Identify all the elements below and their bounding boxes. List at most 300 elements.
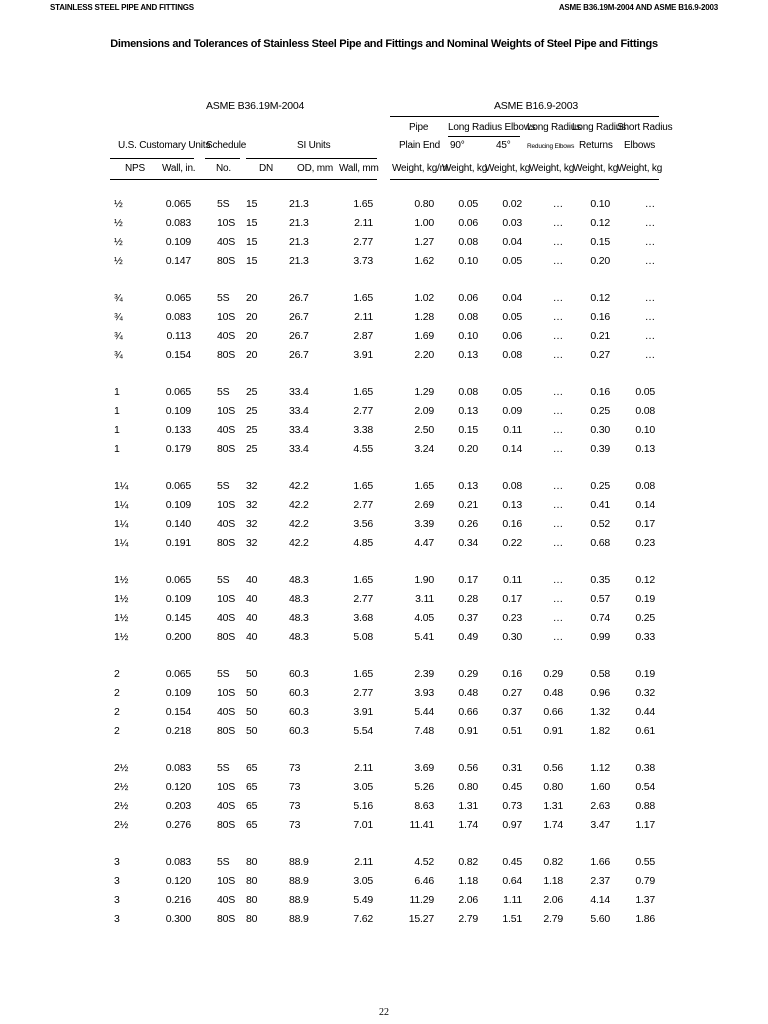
cell-weight-returns: 0.16 xyxy=(590,311,610,323)
rule-b36-bottom xyxy=(110,179,377,180)
cell-weight-short: 0.25 xyxy=(635,612,655,624)
cell-weight-kgm: 4.52 xyxy=(414,856,434,868)
cell-weight-reducing: 1.74 xyxy=(543,819,563,831)
cell-schedule-no: 40S xyxy=(217,612,236,624)
cell-wall-in: 0.109 xyxy=(165,499,191,511)
cell-weight-kgm: 6.46 xyxy=(414,875,434,887)
table-row xyxy=(0,631,768,645)
cell-weight-45: 0.64 xyxy=(502,875,522,887)
cell-weight-45: 0.45 xyxy=(502,856,522,868)
cell-weight-short: 0.33 xyxy=(635,631,655,643)
cell-weight-kgm: 5.44 xyxy=(414,706,434,718)
cell-wall-in: 0.145 xyxy=(165,612,191,624)
cell-weight-reducing: … xyxy=(552,198,563,210)
cell-weight-45: 0.09 xyxy=(502,405,522,417)
cell-weight-kgm: 3.93 xyxy=(414,687,434,699)
hdr-us-units: U.S. Customary Units xyxy=(118,140,211,151)
cell-weight-kgm: 0.80 xyxy=(414,198,434,210)
cell-wall-in: 0.147 xyxy=(165,255,191,267)
cell-weight-short: 1.17 xyxy=(635,819,655,831)
cell-weight-returns: 5.60 xyxy=(590,913,610,925)
cell-weight-short: 0.08 xyxy=(635,405,655,417)
table-row xyxy=(0,781,768,795)
cell-weight-90: 0.91 xyxy=(458,725,478,737)
cell-nps: ¾ xyxy=(114,311,123,323)
cell-dn: 20 xyxy=(246,349,258,361)
cell-wall-mm: 3.91 xyxy=(353,706,373,718)
cell-nps: ½ xyxy=(114,255,123,267)
table-row xyxy=(0,424,768,438)
cell-weight-short: 0.14 xyxy=(635,499,655,511)
cell-weight-90: 0.17 xyxy=(458,574,478,586)
cell-weight-short: 0.19 xyxy=(635,668,655,680)
cell-od-mm: 88.9 xyxy=(289,875,309,887)
cell-weight-90: 0.21 xyxy=(458,499,478,511)
table-row xyxy=(0,499,768,513)
cell-weight-reducing: 0.91 xyxy=(543,725,563,737)
cell-weight-90: 0.20 xyxy=(458,443,478,455)
cell-weight-kgm: 1.27 xyxy=(414,236,434,248)
cell-weight-kgm: 3.39 xyxy=(414,518,434,530)
cell-weight-short: … xyxy=(644,330,655,342)
cell-wall-in: 0.065 xyxy=(165,480,191,492)
cell-wall-mm: 5.54 xyxy=(353,725,373,737)
cell-weight-90: 2.79 xyxy=(458,913,478,925)
cell-weight-90: 0.10 xyxy=(458,330,478,342)
hdr-pipe: Pipe xyxy=(409,122,429,133)
cell-schedule-no: 5S xyxy=(217,198,230,210)
cell-wall-in: 0.191 xyxy=(165,537,191,549)
cell-weight-45: 0.11 xyxy=(503,574,522,586)
cell-weight-kgm: 3.24 xyxy=(414,443,434,455)
cell-wall-in: 0.065 xyxy=(165,668,191,680)
cell-wall-mm: 3.91 xyxy=(353,349,373,361)
cell-weight-reducing: … xyxy=(552,349,563,361)
cell-nps: ½ xyxy=(114,236,123,248)
cell-wall-in: 0.109 xyxy=(165,593,191,605)
cell-dn: 25 xyxy=(246,443,258,455)
cell-weight-45: 0.14 xyxy=(502,443,522,455)
cell-weight-reducing: … xyxy=(552,631,563,643)
cell-wall-in: 0.154 xyxy=(165,706,191,718)
cell-weight-45: 0.05 xyxy=(502,255,522,267)
rule-schedule xyxy=(205,158,240,159)
cell-wall-in: 0.179 xyxy=(165,443,191,455)
cell-wall-mm: 1.65 xyxy=(353,292,373,304)
cell-weight-returns: 0.21 xyxy=(590,330,610,342)
cell-weight-90: 0.06 xyxy=(458,292,478,304)
cell-nps: 2½ xyxy=(114,800,129,812)
cell-weight-reducing: … xyxy=(552,518,563,530)
cell-wall-mm: 4.85 xyxy=(353,537,373,549)
cell-weight-kgm: 1.69 xyxy=(414,330,434,342)
cell-od-mm: 48.3 xyxy=(289,593,309,605)
rule-elbows xyxy=(448,136,520,137)
cell-weight-returns: 0.12 xyxy=(590,292,610,304)
cell-weight-45: 0.04 xyxy=(502,292,522,304)
cell-weight-short: 0.54 xyxy=(635,781,655,793)
cell-dn: 80 xyxy=(246,913,258,925)
cell-weight-kgm: 2.50 xyxy=(414,424,434,436)
cell-schedule-no: 40S xyxy=(217,706,236,718)
rule-b16-bottom xyxy=(390,179,659,180)
cell-weight-returns: 1.60 xyxy=(590,781,610,793)
cell-weight-kgm: 5.26 xyxy=(414,781,434,793)
cell-schedule-no: 5S xyxy=(217,856,230,868)
cell-od-mm: 42.2 xyxy=(289,499,309,511)
cell-weight-45: 0.73 xyxy=(502,800,522,812)
cell-wall-mm: 1.65 xyxy=(353,386,373,398)
cell-dn: 80 xyxy=(246,856,258,868)
cell-nps: 3 xyxy=(114,875,120,887)
cell-weight-90: 0.37 xyxy=(458,612,478,624)
cell-weight-returns: 1.66 xyxy=(590,856,610,868)
cell-nps: 1½ xyxy=(114,612,129,624)
cell-dn: 40 xyxy=(246,593,258,605)
cell-weight-kgm: 15.27 xyxy=(408,913,434,925)
cell-wall-in: 0.133 xyxy=(165,424,191,436)
cell-weight-45: 0.04 xyxy=(502,236,522,248)
cell-weight-returns: 2.37 xyxy=(590,875,610,887)
table-row xyxy=(0,386,768,400)
group-header-b16: ASME B16.9-2003 xyxy=(494,100,578,112)
cell-weight-45: 0.22 xyxy=(502,537,522,549)
cell-nps: 1¼ xyxy=(114,537,129,549)
cell-wall-in: 0.218 xyxy=(165,725,191,737)
header-row-1 xyxy=(0,122,768,136)
cell-od-mm: 26.7 xyxy=(289,292,309,304)
cell-weight-90: 0.82 xyxy=(458,856,478,868)
cell-weight-90: 0.48 xyxy=(458,687,478,699)
hdr-long-radius-returns: Long Radius xyxy=(572,122,626,133)
table-row xyxy=(0,894,768,908)
cell-weight-45: 0.11 xyxy=(503,424,522,436)
cell-nps: 3 xyxy=(114,913,120,925)
cell-wall-mm: 1.65 xyxy=(353,668,373,680)
cell-weight-short: 0.23 xyxy=(635,537,655,549)
cell-dn: 50 xyxy=(246,668,258,680)
cell-weight-returns: 4.14 xyxy=(590,894,610,906)
cell-weight-45: 0.97 xyxy=(502,819,522,831)
cell-schedule-no: 5S xyxy=(217,480,230,492)
cell-weight-returns: 1.32 xyxy=(590,706,610,718)
cell-weight-90: 0.08 xyxy=(458,386,478,398)
cell-wall-in: 0.109 xyxy=(165,236,191,248)
header-row-3 xyxy=(0,163,768,177)
cell-weight-90: 0.66 xyxy=(458,706,478,718)
hdr-plain-end: Plain End xyxy=(399,140,441,151)
cell-wall-mm: 5.49 xyxy=(353,894,373,906)
cell-schedule-no: 5S xyxy=(217,574,230,586)
cell-weight-90: 0.10 xyxy=(458,255,478,267)
cell-weight-90: 0.34 xyxy=(458,537,478,549)
cell-weight-45: 0.02 xyxy=(502,198,522,210)
table-row xyxy=(0,687,768,701)
table-row xyxy=(0,800,768,814)
cell-od-mm: 42.2 xyxy=(289,518,309,530)
cell-wall-in: 0.113 xyxy=(166,330,191,342)
rule-us-units xyxy=(110,158,194,159)
table-row xyxy=(0,198,768,212)
cell-od-mm: 33.4 xyxy=(289,386,309,398)
cell-weight-short: 0.08 xyxy=(635,480,655,492)
cell-wall-mm: 2.11 xyxy=(354,856,373,868)
cell-dn: 40 xyxy=(246,574,258,586)
cell-nps: 2½ xyxy=(114,781,129,793)
cell-weight-reducing: … xyxy=(552,593,563,605)
table-row xyxy=(0,725,768,739)
cell-schedule-no: 80S xyxy=(217,913,236,925)
hdr-nps: NPS xyxy=(125,163,145,174)
hdr-weight-kgm: Weight, kg/m xyxy=(392,163,448,174)
cell-weight-returns: 0.99 xyxy=(590,631,610,643)
cell-weight-short: 0.17 xyxy=(635,518,655,530)
cell-schedule-no: 80S xyxy=(217,631,236,643)
cell-weight-reducing: 0.56 xyxy=(543,762,563,774)
cell-nps: ½ xyxy=(114,198,123,210)
cell-weight-kgm: 1.00 xyxy=(414,217,434,229)
cell-nps: 2½ xyxy=(114,762,129,774)
cell-wall-in: 0.083 xyxy=(165,311,191,323)
cell-wall-mm: 1.65 xyxy=(353,574,373,586)
hdr-90-deg: 90° xyxy=(450,140,465,151)
cell-wall-mm: 7.01 xyxy=(353,819,373,831)
table-row xyxy=(0,593,768,607)
cell-wall-mm: 7.62 xyxy=(353,913,373,925)
cell-od-mm: 33.4 xyxy=(289,443,309,455)
cell-wall-mm: 2.77 xyxy=(353,499,373,511)
cell-od-mm: 21.3 xyxy=(289,255,309,267)
cell-wall-in: 0.203 xyxy=(165,800,191,812)
cell-weight-reducing: 0.80 xyxy=(543,781,563,793)
cell-wall-in: 0.200 xyxy=(165,631,191,643)
cell-od-mm: 60.3 xyxy=(289,687,309,699)
table-row xyxy=(0,405,768,419)
hdr-wall-mm: Wall, mm xyxy=(339,163,379,174)
cell-wall-in: 0.065 xyxy=(165,574,191,586)
cell-weight-kgm: 1.28 xyxy=(414,311,434,323)
cell-wall-mm: 1.65 xyxy=(353,480,373,492)
cell-weight-reducing: 1.31 xyxy=(543,800,563,812)
cell-od-mm: 48.3 xyxy=(289,612,309,624)
cell-weight-short: 0.79 xyxy=(635,875,655,887)
cell-weight-returns: 0.74 xyxy=(590,612,610,624)
cell-schedule-no: 10S xyxy=(217,217,236,229)
cell-weight-returns: 0.68 xyxy=(590,537,610,549)
cell-weight-returns: 1.12 xyxy=(590,762,610,774)
cell-schedule-no: 10S xyxy=(217,687,236,699)
cell-weight-short: … xyxy=(644,311,655,323)
cell-weight-short: 0.12 xyxy=(635,574,655,586)
cell-weight-reducing: … xyxy=(552,424,563,436)
cell-schedule-no: 10S xyxy=(217,499,236,511)
cell-weight-90: 0.15 xyxy=(458,424,478,436)
cell-weight-45: 0.05 xyxy=(502,311,522,323)
cell-weight-returns: 0.52 xyxy=(590,518,610,530)
cell-dn: 40 xyxy=(246,631,258,643)
cell-weight-reducing: … xyxy=(552,386,563,398)
cell-wall-in: 0.300 xyxy=(165,913,191,925)
cell-weight-90: 0.13 xyxy=(458,405,478,417)
table-row xyxy=(0,706,768,720)
page-number: 22 xyxy=(379,1007,389,1018)
cell-nps: ¾ xyxy=(114,349,123,361)
cell-weight-45: 0.08 xyxy=(502,480,522,492)
cell-dn: 50 xyxy=(246,687,258,699)
cell-schedule-no: 80S xyxy=(217,443,236,455)
table-row xyxy=(0,668,768,682)
cell-weight-45: 0.45 xyxy=(502,781,522,793)
cell-wall-in: 0.065 xyxy=(165,386,191,398)
cell-dn: 32 xyxy=(246,499,258,511)
cell-weight-short: … xyxy=(644,255,655,267)
cell-nps: 1¼ xyxy=(114,499,129,511)
hdr-returns: Returns xyxy=(579,140,613,151)
cell-weight-reducing: … xyxy=(552,499,563,511)
table-row xyxy=(0,217,768,231)
cell-dn: 32 xyxy=(246,480,258,492)
table-row xyxy=(0,856,768,870)
cell-weight-returns: 0.10 xyxy=(590,198,610,210)
cell-wall-mm: 2.11 xyxy=(354,217,373,229)
cell-schedule-no: 5S xyxy=(217,668,230,680)
cell-schedule-no: 40S xyxy=(217,236,236,248)
cell-weight-reducing: … xyxy=(552,537,563,549)
cell-weight-90: 0.29 xyxy=(458,668,478,680)
cell-weight-returns: 0.58 xyxy=(590,668,610,680)
cell-dn: 65 xyxy=(246,781,258,793)
cell-nps: ¾ xyxy=(114,292,123,304)
cell-weight-45: 0.16 xyxy=(502,518,522,530)
cell-weight-45: 0.37 xyxy=(502,706,522,718)
cell-weight-45: 0.27 xyxy=(502,687,522,699)
cell-wall-mm: 2.77 xyxy=(353,687,373,699)
cell-schedule-no: 40S xyxy=(217,424,236,436)
cell-od-mm: 88.9 xyxy=(289,913,309,925)
cell-schedule-no: 5S xyxy=(217,386,230,398)
cell-od-mm: 21.3 xyxy=(289,236,309,248)
cell-weight-short: 0.32 xyxy=(635,687,655,699)
cell-dn: 65 xyxy=(246,800,258,812)
hdr-reducing-elbows: Reducing Elbows xyxy=(527,143,575,150)
cell-od-mm: 48.3 xyxy=(289,631,309,643)
cell-weight-reducing: … xyxy=(552,311,563,323)
cell-nps: 1 xyxy=(114,386,120,398)
table-row xyxy=(0,292,768,306)
cell-weight-45: 0.13 xyxy=(502,499,522,511)
cell-dn: 32 xyxy=(246,518,258,530)
cell-nps: 1 xyxy=(114,405,120,417)
cell-weight-kgm: 2.69 xyxy=(414,499,434,511)
cell-weight-45: 0.06 xyxy=(502,330,522,342)
cell-schedule-no: 80S xyxy=(217,349,236,361)
cell-wall-in: 0.065 xyxy=(165,292,191,304)
cell-weight-kgm: 2.39 xyxy=(414,668,434,680)
cell-weight-90: 1.18 xyxy=(458,875,478,887)
cell-od-mm: 73 xyxy=(289,781,301,793)
cell-dn: 25 xyxy=(246,386,258,398)
cell-weight-returns: 0.25 xyxy=(590,405,610,417)
cell-wall-in: 0.154 xyxy=(165,349,191,361)
cell-weight-45: 0.51 xyxy=(502,725,522,737)
cell-wall-in: 0.109 xyxy=(165,405,191,417)
table-row xyxy=(0,612,768,626)
hdr-weight-90: Weight, kg xyxy=(442,163,488,174)
cell-weight-45: 0.05 xyxy=(502,386,522,398)
cell-od-mm: 26.7 xyxy=(289,330,309,342)
cell-weight-short: 0.44 xyxy=(635,706,655,718)
table-row xyxy=(0,255,768,269)
cell-weight-short: 0.55 xyxy=(635,856,655,868)
cell-weight-kgm: 1.90 xyxy=(414,574,434,586)
cell-schedule-no: 40S xyxy=(217,800,236,812)
cell-od-mm: 73 xyxy=(289,800,301,812)
header-row-2 xyxy=(0,140,768,154)
table-row xyxy=(0,349,768,363)
cell-wall-mm: 3.05 xyxy=(353,781,373,793)
cell-weight-short: 0.13 xyxy=(635,443,655,455)
cell-weight-short: 0.61 xyxy=(635,725,655,737)
cell-weight-kgm: 5.41 xyxy=(414,631,434,643)
cell-weight-reducing: … xyxy=(552,217,563,229)
cell-od-mm: 33.4 xyxy=(289,424,309,436)
cell-nps: 2½ xyxy=(114,819,129,831)
cell-nps: 3 xyxy=(114,894,120,906)
cell-weight-kgm: 2.09 xyxy=(414,405,434,417)
cell-dn: 15 xyxy=(246,255,258,267)
cell-weight-returns: 0.16 xyxy=(590,386,610,398)
cell-weight-45: 1.51 xyxy=(502,913,522,925)
cell-od-mm: 26.7 xyxy=(289,349,309,361)
cell-weight-reducing: … xyxy=(552,330,563,342)
cell-schedule-no: 40S xyxy=(217,330,236,342)
cell-dn: 15 xyxy=(246,217,258,229)
cell-weight-reducing: 1.18 xyxy=(543,875,563,887)
cell-weight-kgm: 8.63 xyxy=(414,800,434,812)
cell-wall-mm: 2.11 xyxy=(354,311,373,323)
cell-weight-45: 0.31 xyxy=(502,762,522,774)
hdr-elbows: Elbows xyxy=(624,140,656,151)
cell-wall-in: 0.120 xyxy=(165,875,191,887)
cell-weight-kgm: 3.11 xyxy=(415,593,434,605)
group-header-b36: ASME B36.19M-2004 xyxy=(206,100,305,112)
cell-weight-90: 0.06 xyxy=(458,217,478,229)
cell-wall-in: 0.083 xyxy=(165,856,191,868)
cell-nps: 2 xyxy=(114,725,120,737)
cell-weight-45: 0.23 xyxy=(502,612,522,624)
cell-wall-mm: 3.56 xyxy=(353,518,373,530)
cell-dn: 40 xyxy=(246,612,258,624)
cell-dn: 50 xyxy=(246,706,258,718)
cell-weight-returns: 0.96 xyxy=(590,687,610,699)
cell-dn: 80 xyxy=(246,894,258,906)
cell-wall-mm: 2.77 xyxy=(353,236,373,248)
cell-nps: 2 xyxy=(114,668,120,680)
hdr-long-radius-reducing: Long Radius xyxy=(527,122,581,133)
cell-weight-returns: 2.63 xyxy=(590,800,610,812)
cell-weight-reducing: 0.66 xyxy=(543,706,563,718)
table-row xyxy=(0,443,768,457)
cell-weight-returns: 1.82 xyxy=(590,725,610,737)
cell-schedule-no: 10S xyxy=(217,405,236,417)
cell-nps: 1 xyxy=(114,443,120,455)
cell-weight-90: 0.49 xyxy=(458,631,478,643)
cell-weight-returns: 3.47 xyxy=(590,819,610,831)
cell-weight-short: 1.37 xyxy=(635,894,655,906)
cell-weight-reducing: 0.82 xyxy=(543,856,563,868)
cell-weight-kgm: 1.02 xyxy=(414,292,434,304)
cell-nps: 1½ xyxy=(114,631,129,643)
